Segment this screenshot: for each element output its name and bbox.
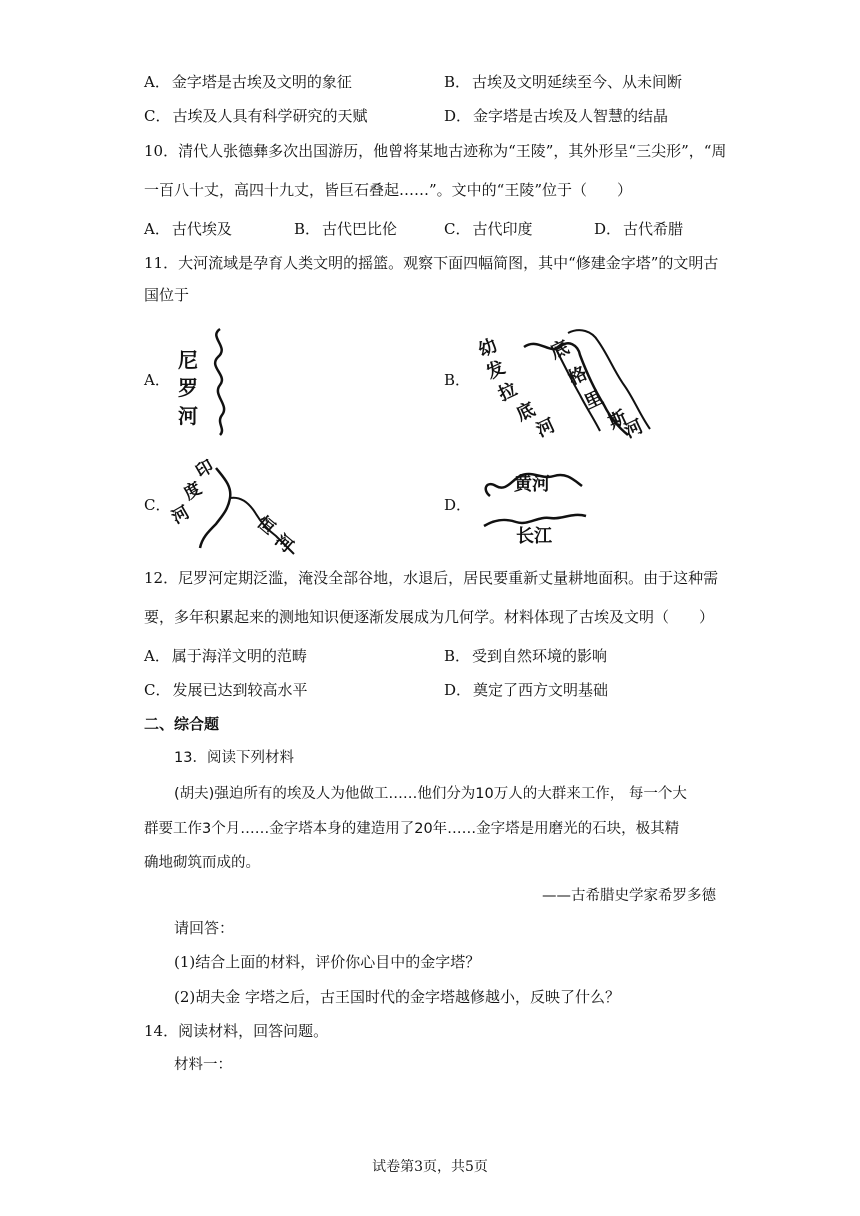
nile-map: [172, 325, 242, 437]
q13-subquestion-1: (1)结合上面的材料，评价你心目中的金字塔？: [174, 953, 481, 971]
page-footer: 试卷第3页，共5页: [372, 1159, 488, 1175]
map-b-label-4: 底: [513, 398, 539, 426]
map-b-label-8: 里: [581, 386, 607, 414]
q11-option-c-label: C．: [144, 496, 171, 514]
q12-option-d: D． 奠定了西方文明基础: [444, 681, 609, 699]
map-b-label-2: 发: [483, 356, 509, 384]
map-a-label-1: 尼: [178, 348, 198, 372]
mesopotamia-map: [468, 325, 658, 443]
map-b-label-1: 幼: [475, 334, 501, 362]
q9-option-d: D． 金字塔是古埃及人智慧的结晶: [444, 107, 669, 125]
q11-option-a-label: A．: [144, 371, 170, 389]
q9-option-b: B． 古埃及文明延续至今、从未间断: [444, 73, 683, 91]
map-b-label-9: 斯: [605, 406, 631, 434]
q11-option-b-label: B．: [444, 371, 471, 389]
map-c-label-1: 印: [192, 456, 218, 483]
q14-heading: 14．阅读材料，回答问题。: [144, 1022, 329, 1040]
china-map: [476, 460, 596, 552]
q10-stem-line2: 一百八十丈，高四十九丈，皆巨石叠起……”。文中的“王陵”位于（ ）: [144, 181, 633, 199]
q11-option-d-label: D．: [444, 496, 472, 514]
q13-quote-line1: (胡夫)强迫所有的埃及人为他做工……他们分为10万人的大群来工作， 每一个大: [174, 786, 687, 802]
india-map: [168, 456, 302, 557]
q11-stem-line1: 11．大河流域是孕育人类文明的摇篮。观察下面四幅简图，其中“修建金字塔”的文明古: [144, 254, 719, 272]
map-a-label-2: 罗: [178, 376, 198, 400]
q12-stem-line2: 要，多年积累起来的测地知识便逐渐发展成为几何学。材料体现了古埃及文明（ ）: [144, 608, 715, 626]
map-c-label-2: 度: [180, 478, 206, 505]
map-a-label-3: 河: [178, 404, 198, 428]
q9-option-a: A． 金字塔是古埃及文明的象征: [144, 73, 352, 91]
q12-option-c: C． 发展已达到较高水平: [144, 681, 308, 699]
q12-option-a: A． 属于海洋文明的范畴: [144, 647, 307, 665]
map-c-label-4: 恒: [252, 512, 279, 539]
q10-stem-line1: 10．清代人张德彝多次出国游历，他曾将某地古迹称为“王陵”，其外形呈“三尖形”，“周: [144, 142, 727, 160]
q13-source: ——古希腊史学家希罗多德: [542, 888, 716, 904]
map-b-label-10: 河: [621, 415, 647, 443]
map-b-label-3: 拉: [495, 378, 521, 406]
q10-option-b: B． 古代巴比伦: [294, 220, 398, 238]
map-d-label-1: 黄河: [514, 474, 550, 495]
q12-stem-line1: 12．尼罗河定期泛滥，淹没全部谷地，水退后，居民要重新丈量耕地面积。由于这种需: [144, 569, 719, 587]
q9-option-c: C． 古埃及人具有科学研究的天赋: [144, 107, 368, 125]
q13-quote-line3: 确地砌筑而成的。: [144, 855, 260, 871]
q10-option-a: A． 古代埃及: [144, 220, 232, 238]
map-c-label-3: 河: [168, 502, 194, 529]
q14-material-1: 材料一：: [174, 1057, 232, 1073]
q13-quote-line2: 群要工作3个月……金字塔本身的建造用了20年……金字塔是用磨光的石块，极其精: [144, 821, 680, 837]
map-b-label-7: 格: [565, 362, 591, 390]
q10-option-d: D． 古代希腊: [594, 220, 684, 238]
map-b-label-6: 底: [547, 336, 573, 364]
map-b-label-5: 河: [533, 414, 559, 442]
q10-option-c: C． 古代印度: [444, 220, 533, 238]
q13-heading: 13．阅读下列材料: [174, 750, 294, 766]
q13-prompt: 请回答：: [174, 919, 235, 937]
q11-stem-line2: 国位于: [144, 286, 190, 304]
map-c-label-5: 河: [270, 530, 297, 557]
map-d-label-2: 长江: [516, 526, 552, 547]
q13-subquestion-2: (2)胡夫金 字塔之后，古王国时代的金字塔越修越小，反映了什么？: [174, 988, 621, 1006]
section-title: 二、综合题: [144, 715, 220, 733]
q12-option-b: B． 受到自然环境的影响: [444, 647, 608, 665]
